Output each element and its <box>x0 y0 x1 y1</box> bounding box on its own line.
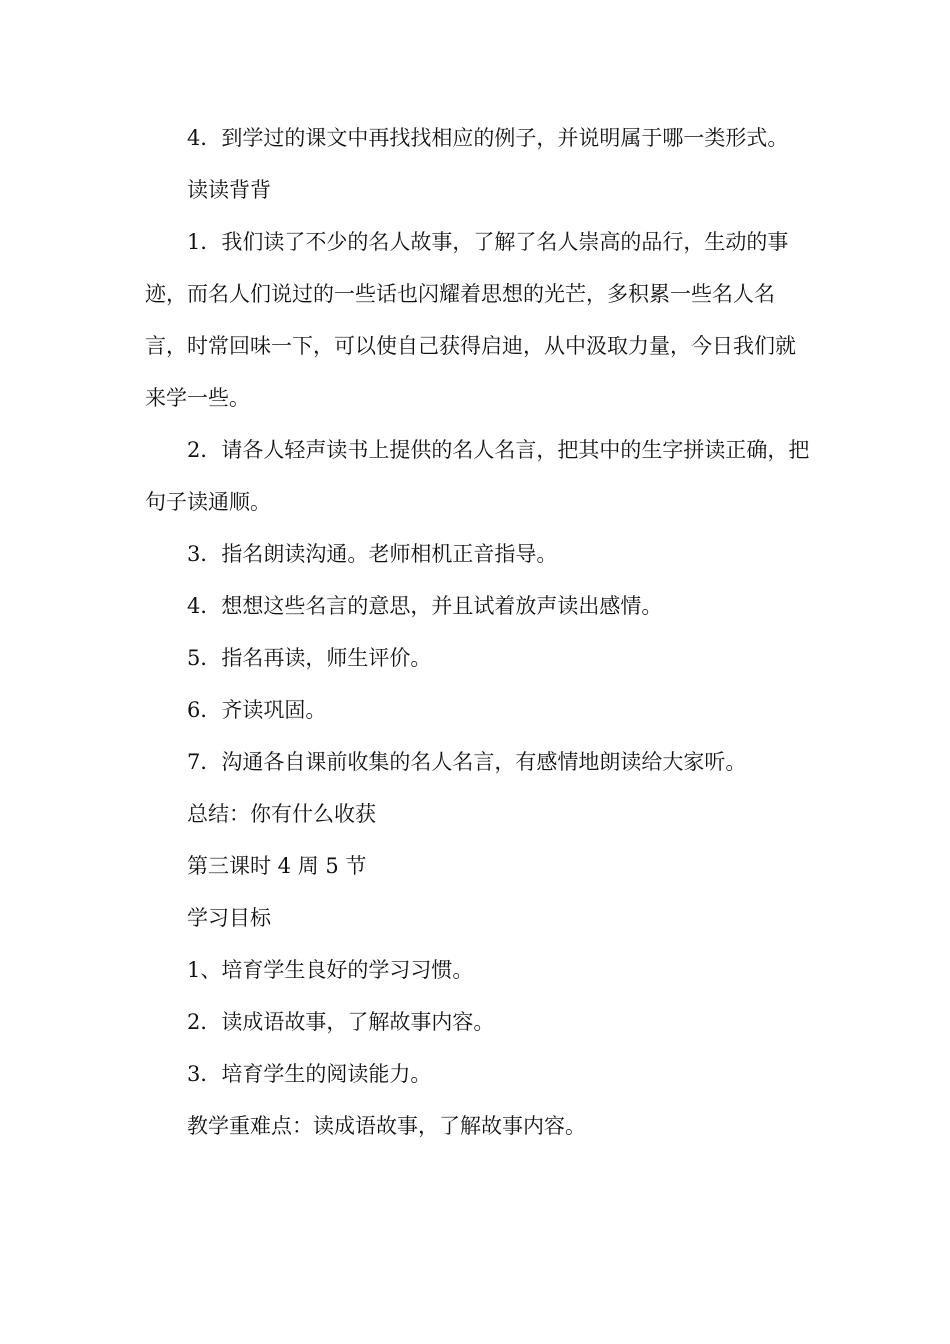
paragraph-read-quotes: 2．请各人轻声读书上提供的名人名言，把其中的生字拼读正确，把句子读通顺。 <box>145 438 810 514</box>
goal-item-3: 3．培育学生的阅读能力。 <box>187 1062 432 1086</box>
paragraph-read-aloud: 3．指名朗读沟通。老师相机正音指导。 <box>187 542 558 566</box>
goal-item-1: 1、培育学生良好的学习习惯。 <box>187 958 474 982</box>
goal-item-2: 2．读成语故事，了解故事内容。 <box>187 1010 495 1034</box>
paragraph-key-points: 教学重难点：读成语故事，了解故事内容。 <box>187 1114 586 1138</box>
paragraph-think-meaning: 4．想想这些名言的意思，并且试着放声读出感情。 <box>187 594 663 618</box>
paragraph-example-task: 4．到学过的课文中再找找相应的例子，并说明属于哪一类形式。 <box>187 126 789 150</box>
lesson-heading: 第三课时 4 周 5 节 <box>187 854 367 878</box>
paragraph-reread: 5．指名再读，师生评价。 <box>187 646 432 670</box>
paragraph-famous-quotes-intro: 1．我们读了不少的名人故事，了解了名人崇高的品行，生动的事迹，而名人们说过的一些话也闪耀着思想的光芒，多积累一些名人名言，时常回味一下，可以使自己获得启迪，从中汲取力量，今日我们就来学一些。 <box>145 230 796 410</box>
section-heading-read-recite: 读读背背 <box>187 178 271 202</box>
paragraph-summary: 总结：你有什么收获 <box>187 802 376 826</box>
section-heading-learning-goals: 学习目标 <box>187 906 271 930</box>
document-body <box>145 112 810 1152</box>
paragraph-read-together: 6．齐读巩固。 <box>187 698 327 722</box>
paragraph-share-quotes: 7．沟通各自课前收集的名人名言，有感情地朗读给大家听。 <box>187 750 747 774</box>
